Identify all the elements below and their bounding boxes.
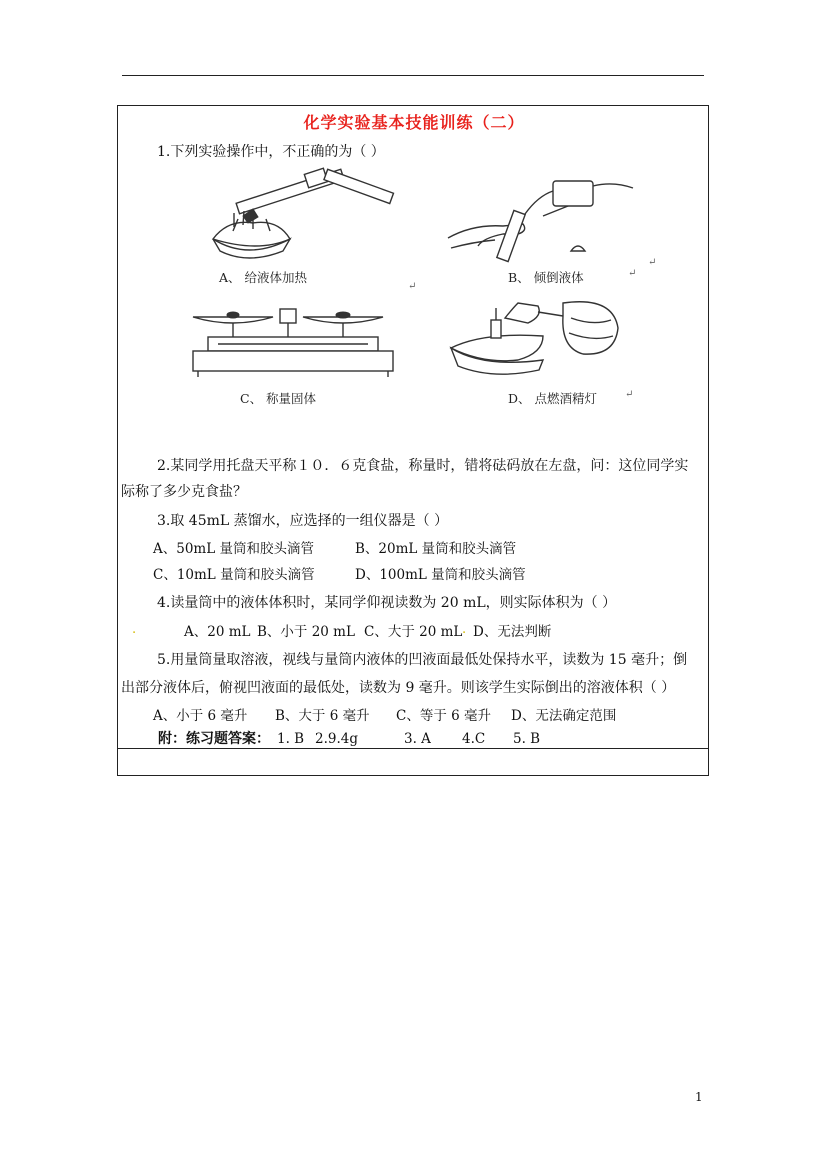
q4-option-c: C、大于 20 mL bbox=[364, 624, 463, 640]
q4-option-d: D、无法判断 bbox=[473, 624, 552, 640]
question-3: 3.取 45mL 蒸馏水，应选择的一组仪器是（ ） bbox=[157, 513, 449, 529]
worksheet-frame bbox=[117, 105, 709, 776]
answer-2: 2.9.4g bbox=[315, 731, 358, 747]
answer-4: 4.C bbox=[462, 731, 486, 747]
q3-option-d: D、100mL 量筒和胶头滴管 bbox=[355, 567, 526, 583]
figure-pouring-liquid bbox=[443, 176, 643, 266]
answers-label: 附：练习题答案： bbox=[158, 731, 270, 747]
q3-option-b: B、20mL 量筒和胶头滴管 bbox=[355, 541, 517, 557]
question-1: 1.下列实验操作中，不正确的为（ ） bbox=[157, 144, 385, 160]
q5-option-b: B、大于 6 毫升 bbox=[275, 708, 370, 724]
caption-b: B、 倾倒液体 bbox=[508, 270, 584, 285]
question-2-line2: 际称了多少克食盐？ bbox=[121, 484, 247, 500]
return-mark-d: ↵ bbox=[625, 389, 634, 400]
caption-d: D、 点燃酒精灯 bbox=[508, 391, 597, 406]
figure-heating-liquid bbox=[198, 161, 398, 271]
margin-dot: . bbox=[132, 622, 137, 637]
q5-option-c: C、等于 6 毫升 bbox=[396, 708, 492, 724]
return-mark: ↵ bbox=[648, 257, 657, 268]
question-5-line2: 出部分液体后，俯视凹液面的最低处，读数为 9 毫升。则该学生实际倒出的溶液体积（ ） bbox=[121, 680, 676, 696]
worksheet-title: 化学实验基本技能训练（二） bbox=[303, 113, 525, 132]
q5-option-d: D、无法确定范围 bbox=[511, 708, 617, 724]
answer-3: 3. A bbox=[404, 731, 431, 747]
question-4: 4.读量筒中的液体体积时，某同学仰视读数为 20 mL，则实际体积为（ ） bbox=[157, 595, 617, 611]
margin-dot: . bbox=[462, 622, 467, 637]
caption-a: A、 给液体加热 bbox=[219, 270, 308, 285]
answer-5: 5. B bbox=[513, 731, 541, 747]
figure-alcohol-lamp bbox=[443, 298, 633, 383]
return-mark-b: ↵ bbox=[628, 268, 637, 279]
q3-option-a: A、50mL 量筒和胶头滴管 bbox=[153, 541, 314, 557]
q5-option-a: A、小于 6 毫升 bbox=[153, 708, 248, 724]
page-number: 1 bbox=[695, 1090, 703, 1104]
answer-1: 1. B bbox=[277, 731, 305, 747]
question-2-line1: 2.某同学用托盘天平称１０．６克食盐，称量时，错将砝码放在左盘，问：这位同学实 bbox=[157, 458, 689, 474]
figure-balance bbox=[188, 301, 398, 386]
q4-option-b: B、小于 20 mL bbox=[257, 624, 355, 640]
caption-c: C、 称量固体 bbox=[240, 391, 317, 406]
q4-option-a: A、20 mL bbox=[184, 624, 251, 640]
question-5-line1: 5.用量筒量取溶液，视线与量筒内液体的凹液面最低处保持水平，读数为 15 毫升；倒 bbox=[157, 652, 688, 668]
return-mark: ↵ bbox=[408, 281, 417, 292]
q3-option-c: C、10mL 量筒和胶头滴管 bbox=[153, 567, 315, 583]
header-rule bbox=[122, 75, 704, 76]
frame-divider bbox=[118, 748, 708, 749]
